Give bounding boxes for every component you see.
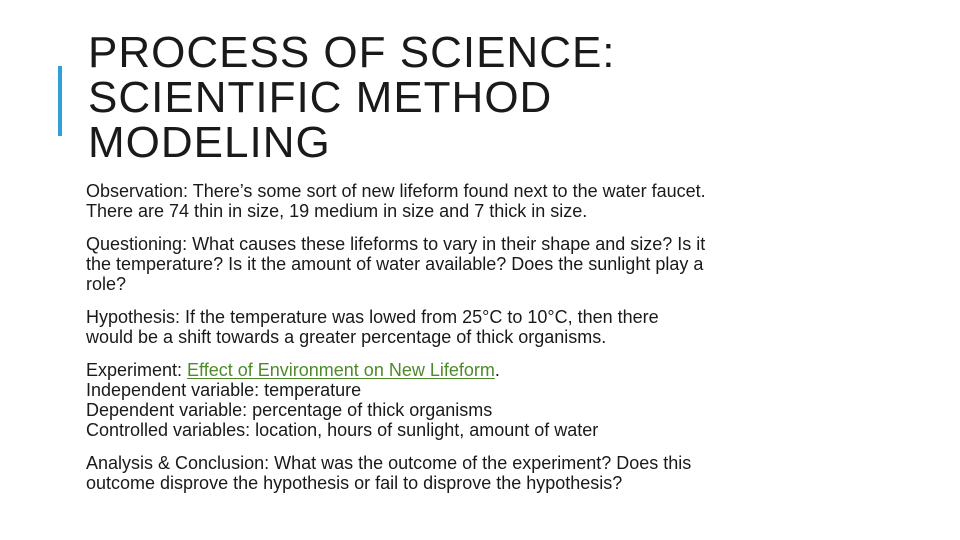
observation-line-2: There are 74 thin in size, 19 medium in size and 7 thick in size. <box>86 201 588 221</box>
observation-paragraph <box>86 181 856 221</box>
questioning-paragraph <box>86 234 856 294</box>
slide-title <box>88 30 616 165</box>
experiment-prefix: Experiment: <box>86 360 188 380</box>
analysis-paragraph <box>86 453 856 493</box>
questioning-line-2: the temperature? Is it the amount of water available? Does the sunlight play a <box>86 254 704 274</box>
experiment-paragraph <box>86 360 856 440</box>
experiment-link[interactable]: Effect of Environment on New Lifeform <box>187 360 495 380</box>
independent-variable-line: Independent variable: temperature <box>86 380 362 400</box>
dependent-variable-line: Dependent variable: percentage of thick organisms <box>86 400 493 420</box>
analysis-line-1: Analysis & Conclusion: What was the outcome of the experiment? Does this <box>86 453 692 473</box>
title-line-1: PROCESS OF SCIENCE: <box>88 28 616 77</box>
experiment-suffix: . <box>494 360 500 380</box>
title-line-2: SCIENTIFIC METHOD <box>88 73 553 122</box>
hypothesis-line-2: would be a shift towards a greater percentage of thick organisms. <box>86 327 607 347</box>
slide-body <box>86 181 856 506</box>
analysis-line-2: outcome disprove the hypothesis or fail to disprove the hypothesis? <box>86 473 623 493</box>
questioning-line-1: Questioning: What causes these lifeforms to vary in their shape and size? Is it <box>86 234 706 254</box>
title-line-3: MODELING <box>88 118 331 167</box>
hypothesis-line-1: Hypothesis: If the temperature was lowed from 25°C to 10°C, then there <box>86 307 659 327</box>
hypothesis-paragraph <box>86 307 856 347</box>
controlled-variables-line: Controlled variables: location, hours of sunlight, amount of water <box>86 420 599 440</box>
questioning-line-3: role? <box>86 274 127 294</box>
observation-line-1: Observation: There’s some sort of new lifeform found next to the water faucet. <box>86 181 706 201</box>
title-accent-bar <box>58 66 62 136</box>
experiment-line <box>86 360 856 380</box>
